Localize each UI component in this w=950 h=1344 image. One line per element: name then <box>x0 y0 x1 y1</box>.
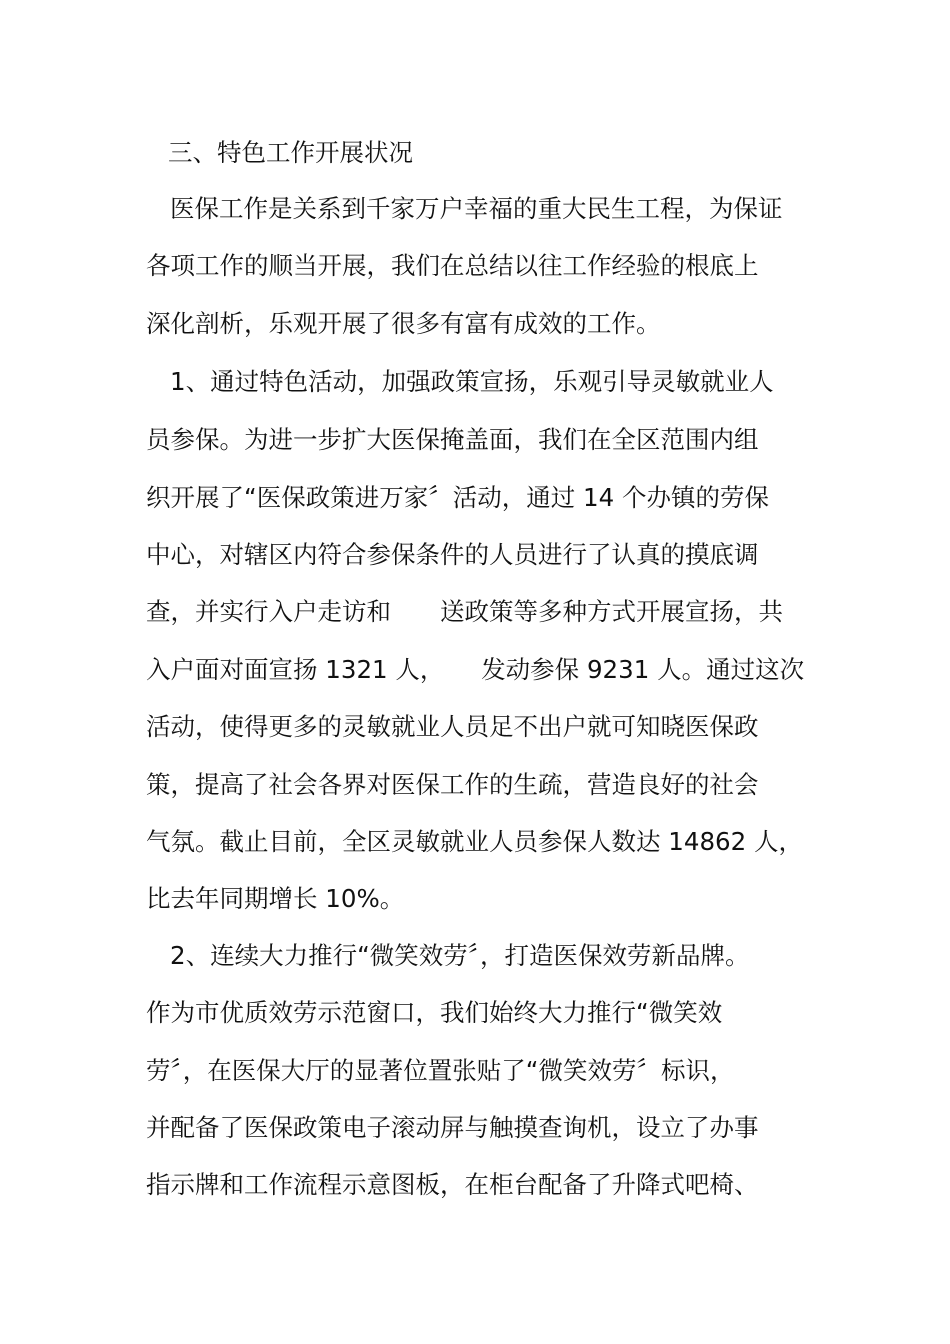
text-line: 活动，使得更多的灵敏就业人员足不出户就可知晓医保政 <box>146 712 759 741</box>
text-line: 医保工作是关系到千家万户幸福的重大民生工程，为保证 <box>170 194 783 223</box>
text-line: 员参保。为进一步扩大医保掩盖面，我们在全区范围内组 <box>146 425 759 454</box>
text-line: 劳〞，在医保大厅的显著位置张贴了“微笑效劳〞标识， <box>146 1056 735 1085</box>
text-line: 深化剖析，乐观开展了很多有富有成效的工作。 <box>146 309 661 338</box>
text-line: 中心，对辖区内符合参保条件的人员进行了认真的摸底调 <box>146 540 759 569</box>
text-line: 指示牌和工作流程示意图板，在柜台配备了升降式吧椅、 <box>146 1170 759 1199</box>
text-line: 织开展了“医保政策进万家〞活动，通过 14 个办镇的劳保 <box>146 483 769 512</box>
section-heading: 三、特色工作开展状况 <box>168 138 413 167</box>
text-line: 策，提高了社会各界对医保工作的生疏，营造良好的社会 <box>146 770 759 799</box>
text-line: 1、通过特色活动，加强政策宣扬，乐观引导灵敏就业人 <box>170 367 774 396</box>
text-line: 各项工作的顺当开展，我们在总结以往工作经验的根底上 <box>146 251 759 280</box>
text-line: 查，并实行入户走访和 送政策等多种方式开展宣扬，共 <box>146 597 783 626</box>
text-line: 比去年同期增长 10%。 <box>146 884 405 913</box>
text-line: 入户面对面宣扬 1321 人， 发动参保 9231 人。通过这次 <box>146 655 805 684</box>
text-line: 气氛。截止目前，全区灵敏就业人员参保人数达 14862 人， <box>146 827 804 856</box>
text-line: 2、连续大力推行“微笑效劳〞，打造医保效劳新品牌。 <box>170 941 750 970</box>
text-line: 并配备了医保政策电子滚动屏与触摸查询机，设立了办事 <box>146 1113 759 1142</box>
text-line: 作为市优质效劳示范窗口，我们始终大力推行“微笑效 <box>146 998 723 1027</box>
